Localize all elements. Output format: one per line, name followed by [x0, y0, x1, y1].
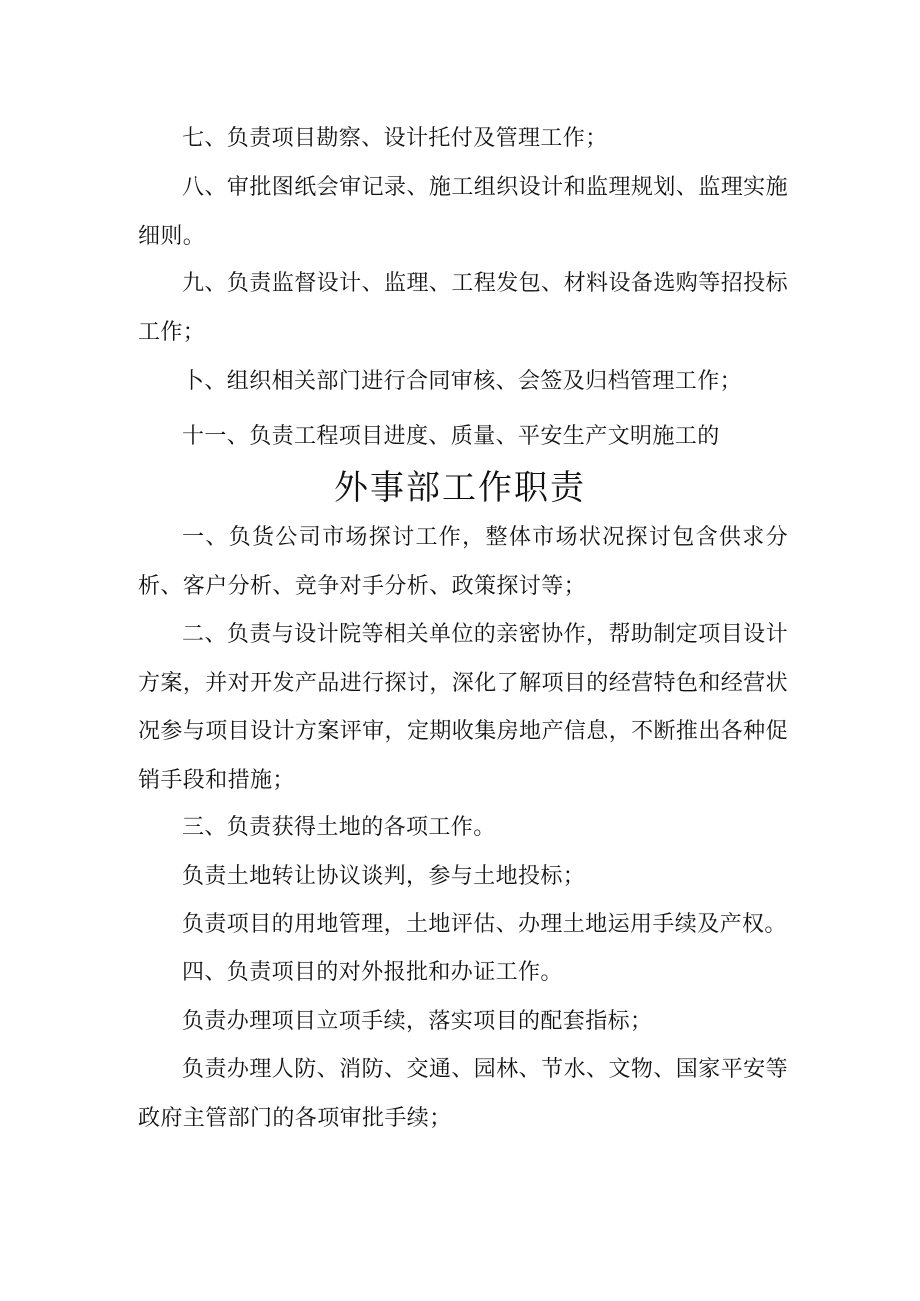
- paragraph-duty-3a: 负责土地转让协议谈判，参与土地投标；: [182, 864, 586, 889]
- paragraph-item-10: 卜、组织相关部门进行合同审核、会签及归档管理工作；: [182, 369, 743, 394]
- paragraph-duty-2: 二、负责与设计院等相关单位的亲密协作，帮助制定项目设计方案，并对开发产品进行探讨，深化了解项目的经营特色和经营状况参与项目设计方案评审，定期收集房地产信息，不断推出各种促销手段和措施；: [138, 622, 788, 793]
- section-title: 外事部工作职责: [334, 468, 586, 508]
- paragraph-item-9: 九、负责监督设计、监理、工程发包、材料设备选购等招投标工作；: [138, 271, 788, 345]
- paragraph-item-11: 十一、负责工程项目进度、质量、平安生产文明施工的: [182, 424, 720, 449]
- paragraph-duty-4: 四、负责项目的对外报批和办证工作。: [182, 960, 563, 985]
- paragraph-duty-3: 三、负责获得土地的各项工作。: [182, 815, 496, 840]
- paragraph-duty-4a: 负责办理项目立项手续，落实项目的配套指标；: [182, 1009, 653, 1034]
- paragraph-duty-4b: 负责办理人防、消防、交通、园林、节水、文物、国家平安等政府主管部门的各项审批手续；: [138, 1057, 788, 1131]
- paragraph-item-7: 七、负责项目勘察、设计托付及管理工作；: [182, 126, 608, 151]
- paragraph-item-8: 八、审批图纸会审记录、施工组织设计和监理规划、监理实施细则。: [138, 175, 788, 249]
- paragraph-duty-1: 一、负货公司市场探讨工作，整体市场状况探讨包含供求分析、客户分析、竞争对手分析、政策探讨等；: [138, 525, 788, 599]
- paragraph-duty-3b: 负责项目的用地管理，土地评估、办理土地运用手续及产权。: [182, 912, 787, 937]
